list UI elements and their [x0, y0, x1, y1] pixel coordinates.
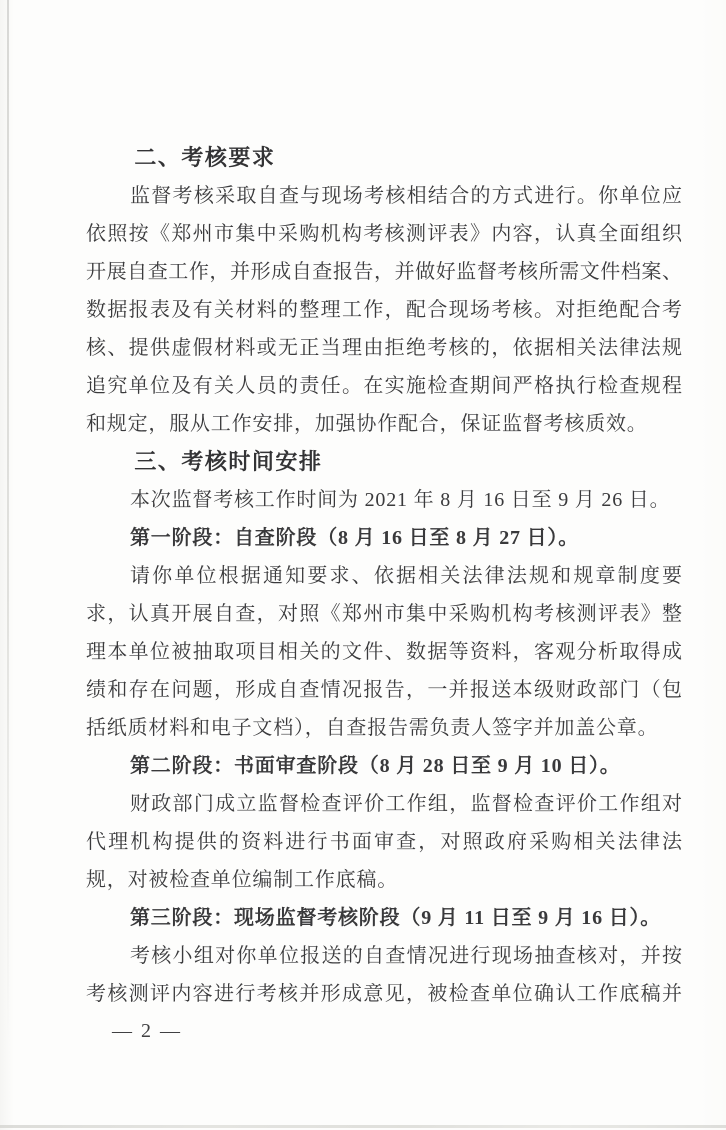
- section-heading: 三、考核时间安排: [134, 449, 323, 474]
- text-line: 数据报表及有关材料的整理工作，配合现场考核。对拒绝配合考: [86, 299, 682, 321]
- text-line: 本次监督考核工作时间为 2021 年 8 月 16 日至 9 月 26 日。: [130, 489, 671, 511]
- text-line: 括纸质材料和电子文档），自查报告需负责人签字并加盖公章。: [86, 717, 659, 739]
- text-line: 财政部门成立监督检查评价工作组，监督检查评价工作组对: [130, 793, 682, 815]
- text-line: 核、提供虚假材料或无正当理由拒绝考核的，依据相关法律法规: [86, 337, 682, 359]
- text-line: 开展自查工作，并形成自查报告，并做好监督考核所需文件档案、: [86, 261, 682, 283]
- document-body: [86, 139, 682, 1013]
- text-line: 求，认真开展自查，对照《郑州市集中采购机构考核测评表》整: [86, 603, 682, 625]
- text-line: 理本单位被抽取项目相关的文件、数据等资料，客观分析取得成: [86, 641, 682, 663]
- text-line: 规，对被检查单位编制工作底稿。: [86, 869, 398, 891]
- text-line: 代理机构提供的资料进行书面审查，对照政府采购相关法律法: [86, 831, 682, 853]
- text-line: 依照按《郑州市集中采购机构考核测评表》内容，认真全面组织: [86, 223, 682, 245]
- text-line: 监督考核采取自查与现场考核相结合的方式进行。你单位应: [130, 185, 682, 207]
- scan-edge-left: [7, 0, 9, 1085]
- text-line: 考核小组对你单位报送的自查情况进行现场抽查核对，并按: [130, 945, 682, 967]
- phase-line: 第一阶段：自查阶段（8 月 16 日至 8 月 27 日）。: [130, 527, 579, 549]
- text-line: 追究单位及有关人员的责任。在实施检查期间严格执行检查规程: [86, 375, 682, 397]
- text-line: 考核测评内容进行考核并形成意见，被检查单位确认工作底稿并: [86, 983, 682, 1005]
- text-line: 请你单位根据通知要求、依据相关法律法规和规章制度要: [130, 565, 682, 587]
- text-line: 和规定，服从工作安排，加强协作配合，保证监督考核质效。: [86, 413, 648, 435]
- scan-edge-bottom: [0, 1125, 726, 1128]
- text-line: 绩和存在问题，形成自查情况报告，一并报送本级财政部门（包: [86, 679, 682, 701]
- phase-line: 第三阶段：现场监督考核阶段（9 月 11 日至 9 月 16 日）。: [130, 907, 662, 929]
- section-heading: 二、考核要求: [134, 145, 276, 170]
- phase-line: 第二阶段：书面审查阶段（8 月 28 日至 9 月 10 日）。: [130, 755, 621, 777]
- page-number: — 2 —: [112, 1020, 182, 1042]
